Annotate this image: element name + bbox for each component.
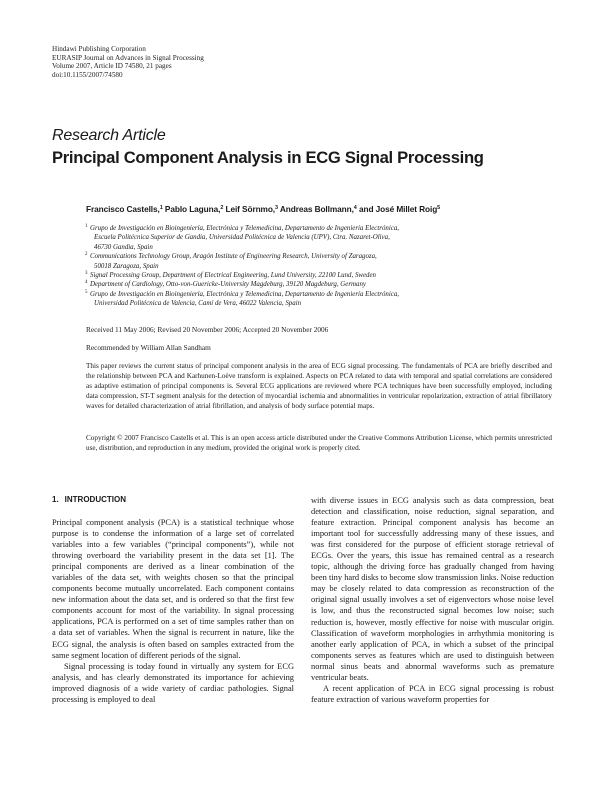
volume-info: Volume 2007, Article ID 74580, 21 pages (52, 62, 172, 71)
affiliation-line: Grupo de Investigación en Bioingeniería, Electrónica y Telemedicina, Departamento de Ingeniería Electrónica, (90, 225, 399, 232)
publisher: Hindawi Publishing Corporation (52, 45, 146, 53)
affiliation-list (86, 224, 556, 309)
affiliation-number: 4 (85, 280, 88, 286)
affiliation (86, 280, 556, 289)
section-title: INTRODUCTION (64, 495, 126, 504)
paragraph: A recent application of PCA in ECG signal processing is robust feature extraction of various waveform properties for (311, 683, 554, 704)
author-name: Andreas Bollmann, (277, 204, 354, 214)
affiliation-line: Grupo de Investigación en Bioingeniería, Electrónica y Telemedicina, Departamento de Ingeniería Electrónica, (90, 290, 399, 298)
page-title: Principal Component Analysis in ECG Signal Processing (52, 148, 484, 167)
section-number: 1. (52, 495, 59, 504)
section-heading (52, 495, 126, 504)
affiliation-line: Department of Cardiology, Otto-von-Guericke-University Magdeburg, 39120 Magdeburg, Germany (90, 281, 366, 289)
author-name: and José Millet Roig (356, 204, 438, 214)
recommended-by: Recommended by William Allan Sandham (86, 343, 211, 352)
abstract: This paper reviews the current status of principal component analysis in the area of ECG signal processing. The fundamentals of PCA are briefly described and the relationship between PCA and Karhunen-Loève transform is explained. Aspects on PCA related to data with temporal and spatial correlations are considered as adaptive estimation of principal components is. Several ECG applications are reviewed where PCA techniques have been successfully employed, including data compression, ST-T segment analysis for the detection of myocardial ischemia and abnormalities in ventricular repolarization, extraction of atrial fibrillatory waves for detailed characterization of atrial fibrillation, and analysis of body surface potential maps. (86, 362, 552, 411)
body-column-right (311, 495, 554, 705)
body-column-left (52, 517, 294, 705)
author-list (86, 204, 440, 214)
affiliation-line: 46730 Gandia, Spain (94, 243, 153, 251)
author-aff: 3 (275, 205, 278, 211)
doi: doi:10.1155/2007/74580 (52, 70, 123, 79)
author-name: Leif Sörnmo, (223, 204, 275, 214)
affiliation-line: Communications Technology Group, Aragón Institute of Engineering Research, University of Zaragoza, (90, 253, 377, 261)
affiliation-number: 1 (85, 224, 88, 229)
journal-header (52, 45, 204, 79)
article-type: Research Article (52, 127, 166, 144)
copyright-notice: Copyright © 2007 Francisco Castells et al. This is an open access article distributed under the Creative Commons Attribution License, which permits unrestricted use, distribution, and reproduction in any medium, provided the original work is properly cited. (86, 434, 552, 453)
author-aff: 1 (159, 205, 163, 211)
author-aff: 2 (220, 205, 224, 211)
affiliation (86, 252, 556, 271)
affiliation (86, 290, 556, 309)
publication-dates: Received 11 May 2006; Revised 20 November 2006; Accepted 20 November 2006 (86, 325, 329, 334)
affiliation-line: Escuela Politécnica Superior de Gandia, Universidad Politécnica de Valencia (UPV), Ctra. Nazaret-Oliva, (94, 234, 390, 242)
paragraph: Signal processing is today found in virtually any system for ECG analysis, and has clearly demonstrated its importance for achieving improved diagnosis of a wide variety of cardiac pathologies. Signal processing is employed to deal (52, 661, 294, 704)
author-name: Pablo Laguna, (162, 204, 221, 214)
author-aff: 5 (437, 205, 441, 211)
affiliation-number: 2 (85, 252, 88, 258)
affiliation-line: Signal Processing Group, Department of Electrical Engineering, Lund University, 22100 Lund, Sweden (90, 272, 376, 280)
journal-name: EURASIP Journal on Advances in Signal Processing (52, 53, 204, 62)
author-aff: 4 (353, 205, 357, 211)
affiliation-line: Universidad Politécnica de Valencia, Camí de Vera, 46022 Valencia, Spain (94, 300, 302, 308)
affiliation (86, 271, 556, 280)
affiliation-line: 50018 Zaragoza, Spain (94, 262, 159, 270)
author-name: Francisco Castells, (86, 204, 160, 214)
affiliation-number: 3 (85, 271, 88, 277)
affiliation (86, 224, 556, 252)
paragraph: Principal component analysis (PCA) is a statistical technique whose purpose is to condense the information of a large set of correlated variables into a few variables (“principal components”), while not throwing overboard the variability present in the data set [1]. The principal components are derived as a linear combination of the variables of the data set, with weights chosen so that the principal components become mutually uncorrelated. Each component contains new information about the data set, and is ordered so that the first few components account for most of the variability. In signal processing applications, PCA is performed on a set of time samples rather than on a data set of variables. When the signal is recurrent in nature, like the ECG signal, the analysis is often based on samples extracted from the same segment location of different periods of the signal. (52, 518, 294, 660)
affiliation-number: 5 (85, 289, 88, 295)
paragraph: with diverse issues in ECG analysis such as data compression, beat detection and classification, noise reduction, signal separation, and feature extraction. Principal component analysis has become an important tool for successfully addressing many of these issues, and was first considered for the purpose of efficient storage retrieval of ECGs. Over the years, this issue has remained central as a research topic, although the driving force has gradually changed from having been tiny hard disks to become slow transmission links. Noise reduction may be closely related to data compression as reconstruction of the original signal usually involves a set of eigenvectors whose noise level is low, and thus the reconstructed signal becomes low noise; such reduction is, however, mostly effective for noise with muscular origin. Classification of waveform morphologies in arrhythmia monitoring is another early application of PCA, in which a subset of the principal components serves as features which are used to distinguish between normal sinus beats and abnormal waveforms such as premature ventricular beats. (311, 496, 554, 682)
